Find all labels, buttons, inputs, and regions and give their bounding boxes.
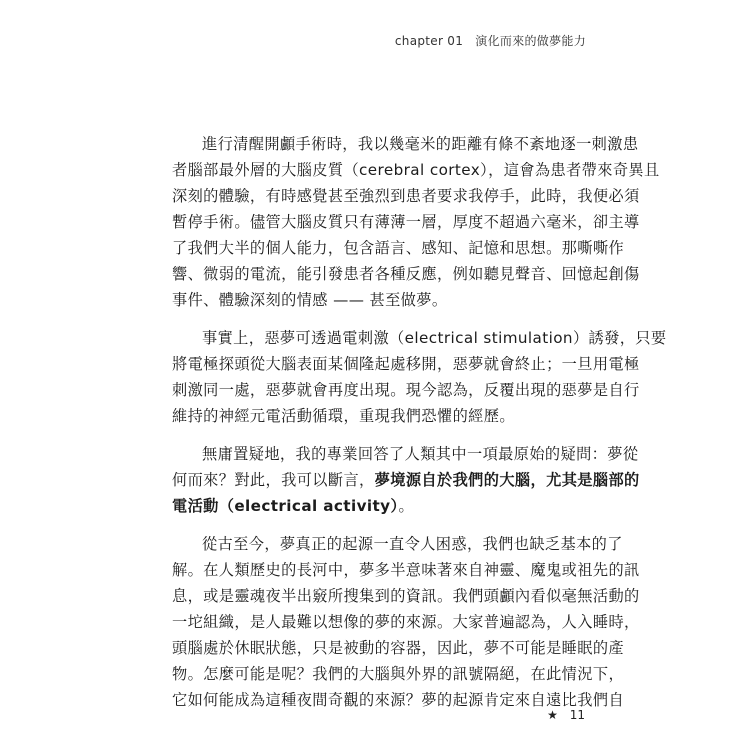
text-line: 了我們大半的個人能力，包含語言、感知、記憶和思想。那嘶嘶作 (172, 239, 625, 257)
text-line: 息，或是靈魂夜半出竅所搜集到的資訊。我們頭顱內看似毫無活動的 (172, 587, 640, 605)
text-line: 無庸置疑地，我的專業回答了人類其中一項最原始的疑問：夢從 (202, 445, 639, 463)
text-line: 解。在人類歷史的長河中，夢多半意味著來自神靈、魔鬼或祖先的訊 (172, 561, 640, 579)
text-line: 暫停手術。儘管大腦皮質只有薄薄一層，厚度不超過六毫米，卻主導 (172, 213, 640, 231)
text-line: 維持的神經元電活動循環，重現我們恐懼的經歷。 (172, 407, 515, 425)
chapter-title: 演化而來的做夢能力 (475, 34, 586, 48)
text-line: 頭腦處於休眠狀態，只是被動的容器，因此，夢不可能是睡眠的產 (172, 639, 625, 657)
text-line: 事件、體驗深刻的情感 —— 甚至做夢。 (172, 291, 448, 309)
text-line: 進行清醒開顱手術時，我以幾毫米的距離有條不紊地逐一刺激患 (202, 135, 639, 153)
text-emphasis: 夢境源自於我們的大腦，尤其是腦部的 (374, 471, 640, 489)
paragraph-4 (172, 531, 640, 713)
text-line (172, 467, 640, 493)
chapter-label: chapter 01 (394, 34, 464, 48)
text-line: 事實上，惡夢可透過電刺激（electrical stimulation）誘發，只要 (202, 329, 667, 347)
text-line: 一坨組織，是人最難以想像的夢的來源。大家普遍認為，人入睡時， (172, 613, 640, 631)
text-line: 刺激同一處，惡夢就會再度出現。現今認為，反覆出現的惡夢是自行 (172, 381, 640, 399)
text-line: 將電極探頭從大腦表面某個隆起處移開，惡夢就會終止；一旦用電極 (172, 355, 640, 373)
text-normal: 。 (398, 497, 415, 515)
text-line: 它如何能成為這種夜間奇觀的來源？夢的起源肯定來自遠比我們自 (172, 691, 625, 709)
text-line (172, 493, 592, 519)
text-normal: 何而來？對此，我可以斷言， (172, 471, 375, 489)
text-line: 深刻的體驗，有時感覺甚至強烈到患者要求我停手，此時，我便必須 (172, 187, 640, 205)
body-text (172, 131, 667, 725)
paragraph-1 (172, 131, 660, 313)
text-line: 從古至今，夢真正的起源一直令人困惑，我們也缺乏基本的了 (202, 535, 623, 553)
text-line: 響、微弱的電流，能引發患者各種反應，例如聽見聲音、回憶起創傷 (172, 265, 640, 283)
page-number: 11 (569, 708, 585, 722)
paragraph-3 (172, 441, 640, 519)
running-head (395, 32, 586, 49)
text-line: 者腦部最外層的大腦皮質（cerebral cortex），這會為患者帶來奇異且 (172, 161, 660, 179)
star-icon: ★ (547, 708, 558, 722)
text-emphasis: 電活動（electrical activity） (172, 497, 399, 515)
paragraph-2 (172, 325, 667, 429)
page-folio (547, 708, 585, 722)
text-line: 物。怎麼可能是呢？我們的大腦與外界的訊號隔絕，在此情況下， (172, 665, 625, 683)
